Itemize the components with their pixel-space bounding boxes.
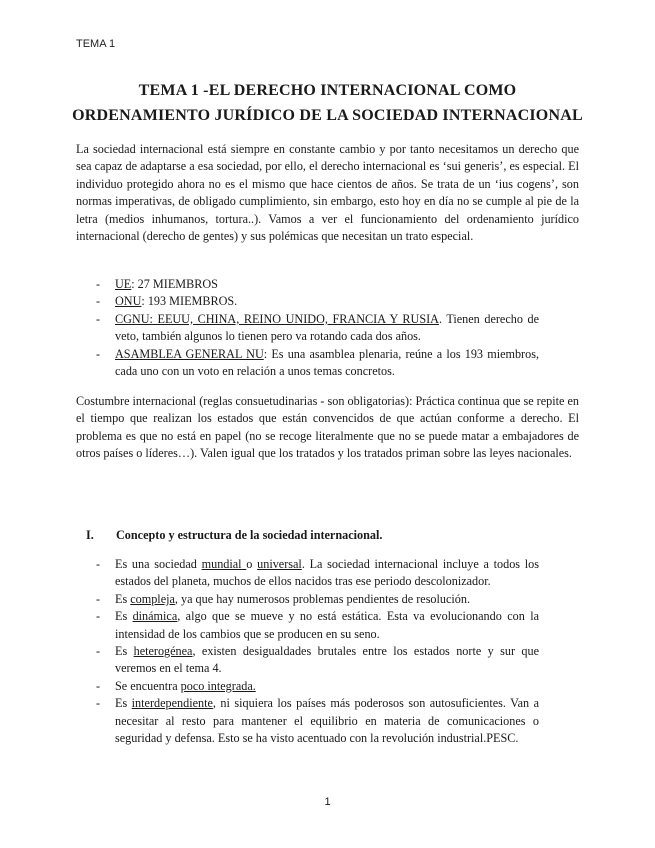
list-term: CGNU: EEUU, CHINA, REINO UNIDO, FRANCIA Y RUSIA [115,311,439,326]
title-line-1: TEMA 1 -EL DERECHO INTERNACIONAL COMO [138,82,517,99]
list-item: - ONU: 193 MIEMBROS. [96,294,238,309]
list-item: - Es heterogénea, existen desigualdades brutales entre los estados norte y sur que veremos en el tema 4. [96,644,540,676]
list-item: - ASAMBLEA GENERAL NU: Es una asamblea plenaria, reúne a los 193 miembros, cada uno con un voto en relación a unos temas concretos. [96,346,540,379]
list-item: - Es interdependiente, ni siquiera los países más poderosos son autosuficientes. Van a necesitar al resto para mantener el equilibrio en materia de comunicaciones o seguridad y defensa. Esto se ha visto acentuado con la revolución industrial.PESC. [96,696,540,746]
list-item: - CGNU: EEUU, CHINA, REINO UNIDO, FRANCIA Y RUSIA. Tienen derecho de veto, también algunos lo tienen pero va rotando cada dos años. [96,311,539,344]
custom-law-paragraph: Costumbre internacional (reglas consuetudinarias - son obligatorias): Práctica continua que se repite en el tiempo que realizan los estados que están convencidos de que actúan conforme a derecho. El problema es que no está en papel (no se recoge literalmente que no se puede matar a embajadores de otros países o líderes…). Valen igual que los tratados y los tratados priman sobre las leyes nacionales. [76,394,579,461]
characteristics-list [76,556,539,747]
list-item: - Es una sociedad mundial o universal. La sociedad internacional incluye a todos los estados del planeta, muchos de ellos nacidos tras ese periodo descolonizador. [96,557,539,589]
list-term: ASAMBLEA GENERAL NU [115,346,264,361]
organizations-list [76,276,539,380]
list-term: UE [115,277,132,291]
intro-paragraph: La sociedad internacional está siempre en constante cambio y por tanto necesitamos un derecho que sea capaz de adaptarse a esa sociedad, por ello, el derecho internacional es ‘sui generis’, es especial. El individuo protegido ahora no es el mismo que hace cientos de años. Se trata de un ‘ius cogens’, son normas imperativas, de obligado cumplimiento, sin embargo, esto hoy en día no se cumple al pie de la letra (medios inhumanos, tortura..). Vamos a ver el funcionamiento del ordenamiento jurídico internacional (derecho de gentes) y sus polémicas que necesitan un trato especial. [76,142,579,244]
list-item: - Es dinámica, algo que se mueve y no está estática. Esta va evolucionando con la intensidad de los cambios que se producen en su seno. [96,609,539,641]
section-heading [86,528,382,543]
list-item: - Se encuentra poco integrada. [96,678,256,693]
title-line-2: ORDENAMIENTO JURÍDICO DE LA SOCIEDAD INTERNACIONAL [72,107,583,124]
page-number: 1 [324,796,331,808]
list-item: - UE: 27 MIEMBROS [96,277,218,291]
document-title [60,78,595,128]
list-item: - Es compleja, ya que hay numerosos problemas pendientes de resolución. [96,591,471,606]
list-term: ONU [115,294,142,309]
section-title: Concepto y estructura de la sociedad internacional. [116,528,383,542]
section-number: I. [86,528,94,542]
page-header: TEMA 1 [76,38,116,50]
